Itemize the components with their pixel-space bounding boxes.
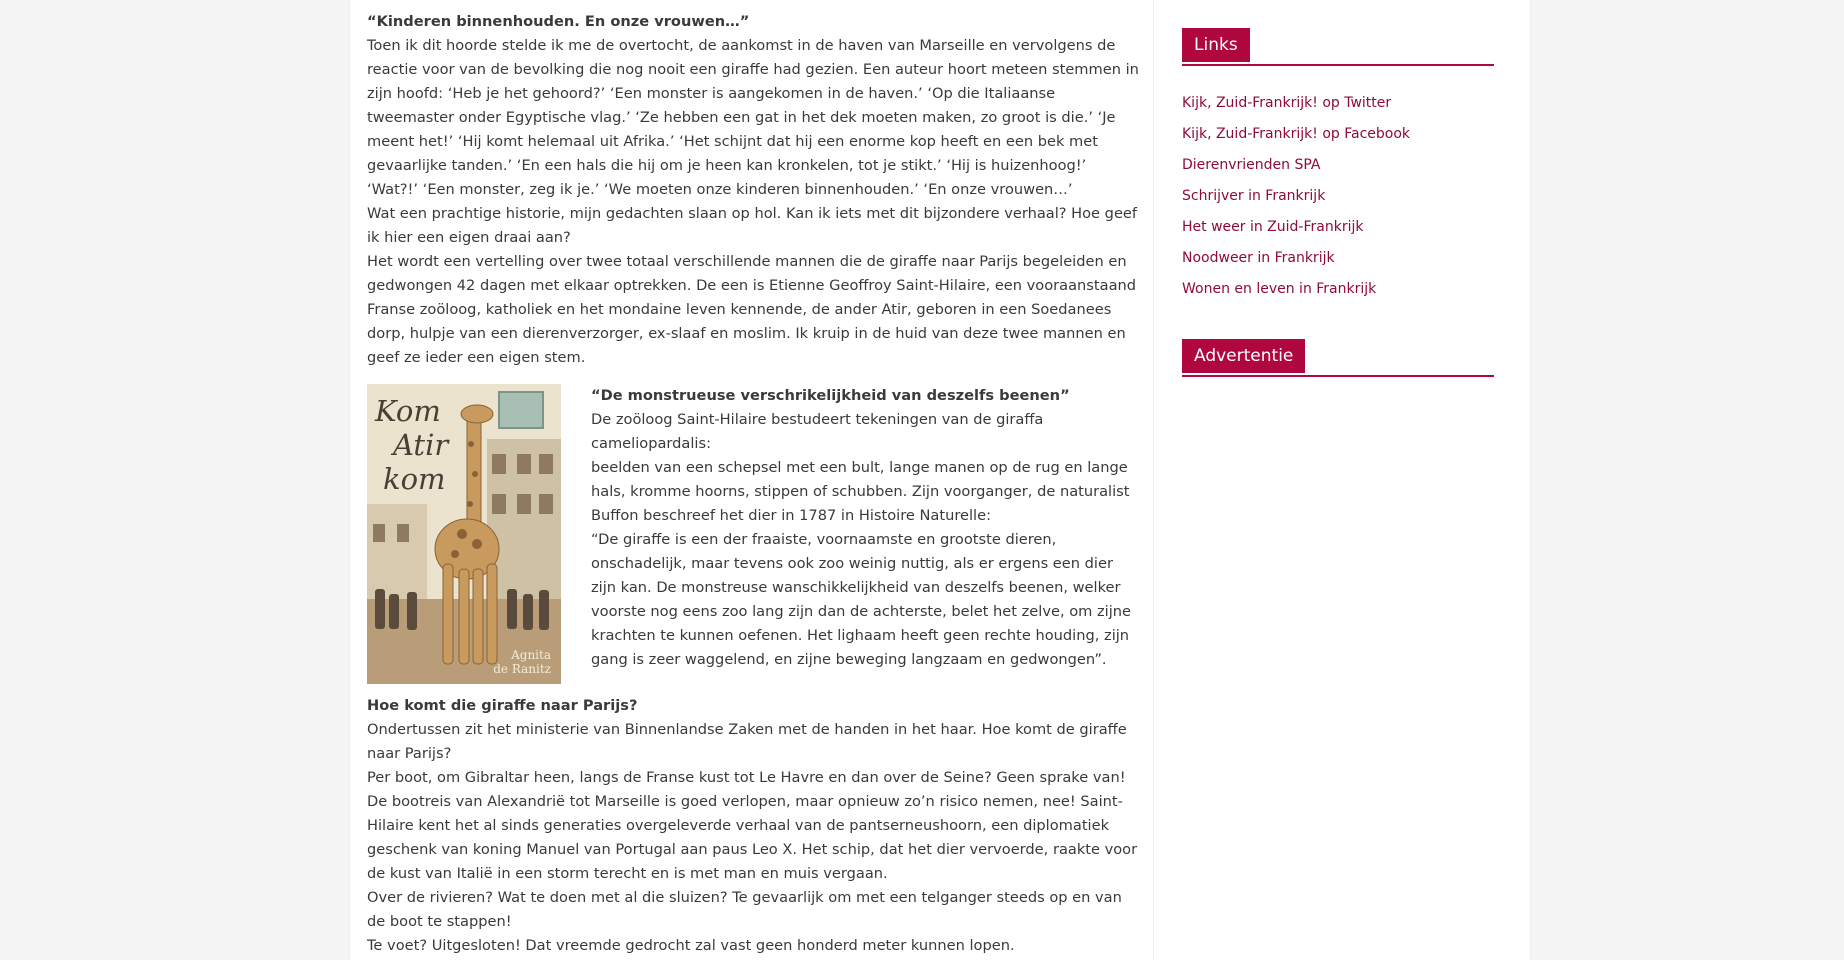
figure-row [367,384,1139,684]
article-paragraph-10: Te voet? Uitgesloten! Dat vreemde gedrocht zal vast geen honderd meter kunnen lopen. [367,937,1015,954]
sidebar-link-twitter[interactable]: Kijk, Zuid-Frankrijk! op Twitter [1182,95,1392,111]
sidebar-link-noodweer[interactable]: Noodweer in Frankrijk [1182,250,1335,266]
article-heading-3: Hoe komt die giraffe naar Parijs? [367,697,638,714]
article-content [367,10,1139,958]
book-cover-image[interactable] [367,384,561,684]
article-paragraph-3: Het wordt een vertelling over twee totaal verschillende mannen die de giraffe naar Parijs begeleiden en gedwongen 42 dagen met elkaar optrekken. De een is Etienne Geoffroy Saint-Hilaire, een vooraanstaand Franse zoöloog, katholiek en het mondaine leven kennende, de ander Atir, geboren in een Soedanees dorp, hulpje van een dierenverzorger, ex-slaaf en moslim. Ik kruip in de huid van deze twee mannen en geef ze ieder een eigen stem. [367,253,1137,366]
article-heading-1: “Kinderen binnenhouden. En onze vrouwen…” [367,13,750,30]
article-heading-2: “De monstrueuse verschrikelijkheid van deszelfs beenen” [591,387,1070,404]
article-paragraph-6: “De giraffe is een der fraaiste, voornaamste en grootste dieren, onschadelijk, maar tevens ook zoo weinig nuttig, als er ergens een dier zijn kan. De monstreuse wanschikkelijkheid van deszelfs beenen, welker voorste nog eens zoo lang zijn dan de achterste, belet het zelve, om zijne krachten te kunnen oefenen. Het lighaam heeft geen rechte houding, zijn gang is zeer waggelend, en zijne beweging langzaam en gedwongen”. [591,531,1131,668]
column-divider [1153,0,1154,960]
article-paragraph-7: Ondertussen zit het ministerie van Binnenlandse Zaken met de handen in het haar. Hoe komt de giraffe naar Parijs? [367,721,1127,762]
sidebar-link-dierenvrienden[interactable]: Dierenvrienden SPA [1182,157,1321,173]
advert-widget [1182,339,1494,377]
article-paragraph-4: De zoöloog Saint-Hilaire bestudeert tekeningen van de giraffa cameliopardalis: [591,411,1044,452]
figure-text [591,384,1139,684]
book-cover-title: Kom Atir kom [375,394,449,496]
article-paragraph-5: beelden van een schepsel met een bult, lange manen op de rug en lange hals, kromme hoorns, stippen of schubben. Zijn voorganger, de naturalist Buffon beschreef het dier in 1787 in Histoire Naturelle: [591,459,1130,524]
article-paragraph-2: Wat een prachtige historie, mijn gedachten slaan op hol. Kan ik iets met dit bijzondere verhaal? Hoe geef ik hier een eigen draai aan? [367,205,1138,246]
sidebar-link-wonen[interactable]: Wonen en leven in Frankrijk [1182,281,1377,297]
article-paragraph-9: Over de rivieren? Wat te doen met al die sluizen? Te gevaarlijk om met een telganger steeds op en van de boot te stappen! [367,889,1122,930]
links-widget-title: Links [1182,28,1494,66]
article-paragraph-1: Toen ik dit hoorde stelde ik me de overtocht, de aankomst in de haven van Marseille en vervolgens de reactie voor van de bevolking die nog nooit een giraffe had gezien. Een auteur hoort meteen stemmen in zijn hoofd: ‘Heb je het gehoord?’ ‘Een monster is aangekomen in de haven.’ ‘Op die Italiaanse tweemaster onder Egyptische vlag.’ ‘Ze hebben een gat in het dek moeten maken, zo groot is die.’ ‘Je meent het!’ ‘Hij komt helemaal uit Afrika.’ ‘Het schijnt dat hij een enorme kop heeft en een bek met gevaarlijke tanden.’ ‘En een hals die hij om je heen kan kronkelen, tot je stikt.’ ‘Hij is huizenhoog!’ ‘Wat?!’ ‘Een monster, zeg ik je.’ ‘We moeten onze kinderen binnenhouden.’ ‘En onze vrouwen…’ [367,37,1139,198]
links-list [1182,88,1494,305]
page-container [350,0,1530,960]
sidebar [1182,28,1494,399]
sidebar-link-facebook[interactable]: Kijk, Zuid-Frankrijk! op Facebook [1182,126,1410,142]
sidebar-link-schrijver[interactable]: Schrijver in Frankrijk [1182,188,1326,204]
article-paragraph-8: Per boot, om Gibraltar heen, langs de Franse kust tot Le Havre en dan over de Seine? Geen sprake van! De bootreis van Alexandrië tot Marseille is goed verlopen, maar opnieuw zo’n risico nemen, nee! Saint-Hilaire kent het al sinds generaties overgeleverde verhaal van de pantserneushoorn, een diplomatiek geschenk van koning Manuel van Portugal aan paus Leo X. Het schip, dat het dier vervoerde, raakte voor de kust van Italië in een storm terecht en is met man en muis vergaan. [367,769,1138,882]
sidebar-link-weer[interactable]: Het weer in Zuid-Frankrijk [1182,219,1364,235]
book-cover-author: Agnita de Ranitz [493,648,551,676]
links-widget [1182,28,1494,305]
advert-widget-title: Advertentie [1182,339,1494,377]
